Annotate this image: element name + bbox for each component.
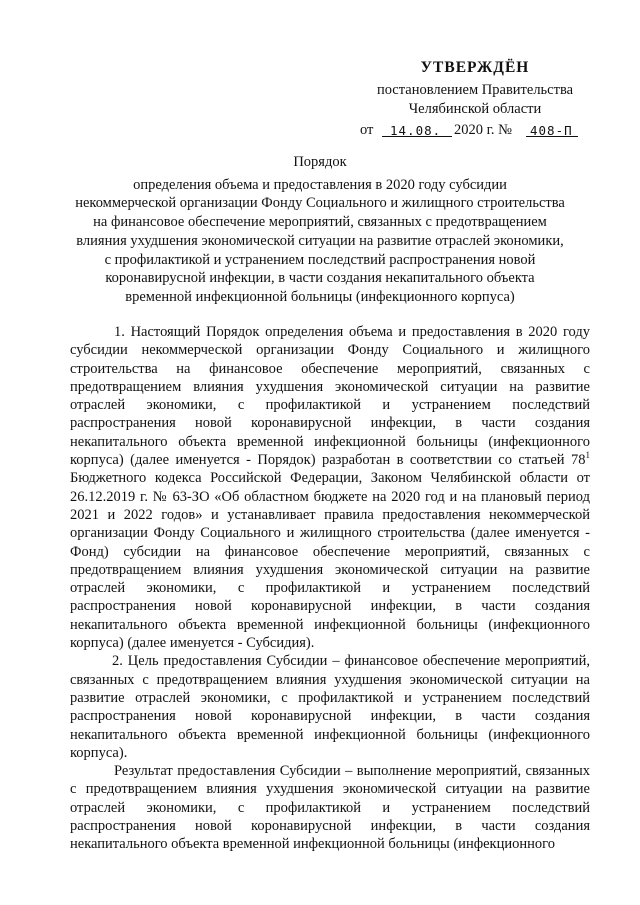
paragraph-3: Результат предоставления Субсидии – выполнение мероприятий, связанных с предотвращением влияния ухудшения экономической ситуации на развитие отраслей экономики, с профилактикой и устранением последствий распространения новой коронавирусной инфекции, в части создания некапитального объекта временной инфекционной больницы (инфекционного	[70, 763, 590, 853]
title-line-7: временной инфекционной больницы (инфекционного корпуса)	[125, 288, 515, 305]
approval-number: 408-П	[530, 123, 573, 138]
title-line-6: коронавирусной инфекции, в части создания некапитального объекта	[105, 270, 535, 287]
approval-line-2: Челябинской области	[408, 101, 542, 117]
paragraph-2: 2. Цель предоставления Субсидии – финансовое обеспечение мероприятий, связанных с предотвращением влияния ухудшения экономической ситуации на развитие отраслей экономики, с профилактикой и устранением последствий распространения новой коронавирусной инфекции, в части создания некапитального объекта временной инфекционной больницы (инфекционного корпуса).	[70, 653, 590, 761]
title-line-5: с профилактикой и устранением последствий распространения новой	[104, 251, 536, 268]
approval-line-1: постановлением Правительства	[376, 82, 574, 98]
title-line-2: некоммерческой организации Фонду Социального и жилищного строительства	[75, 195, 565, 212]
approval-prefix: от	[360, 122, 374, 138]
title-line-4: влияния ухудшения экономической ситуации на развитие отраслей экономики,	[76, 232, 564, 249]
approval-year: 2020 г. №	[454, 122, 513, 138]
paragraph-1-part-b: Бюджетного кодекса Российской Федерации, Законом Челябинской области от 26.12.2019 г. № 63-ЗО «Об областном бюджете на 2020 год и на плановый период 2021 и 2022 годов» и устанавливает правила предоставления некоммерческой организации Фонду Социального и жилищного строительства (далее именуется - Фонд) субсидии на финансовое обеспечение мероприятий, связанных с предотвращением влияния ухудшения экономической ситуации на развитие отраслей экономики, с профилактикой и устранением последствий распространения новой коронавирусной инфекции, в части создания некапитального объекта временной инфекционной больницы (инфекционного корпуса) (далее именуется - Субсидия).	[70, 470, 590, 652]
approval-block	[360, 58, 590, 140]
paragraph-1-part-a: 1. Настоящий Порядок определения объема и предоставления в 2020 году субсидии некоммерческой организации Фонду Социального и жилищного строительства на финансовое обеспечение мероприятий, связанных с предотвращением влияния ухудшения экономической ситуации на развитие отраслей экономики, с профилактикой и устранением последствий распространения новой коронавирусной инфекции, в части создания некапитального объекта временной инфекционной больницы (инфекционного корпуса) (далее именуется - Порядок) разработан в соответствии со статьей 78	[70, 324, 590, 469]
approval-title: УТВЕРЖДЁН	[420, 59, 530, 76]
document-heading: Порядок	[293, 154, 347, 170]
title-line-3: на финансовое обеспечение мероприятий, связанных с предотвращением	[93, 214, 547, 231]
document-body	[70, 323, 590, 854]
article-superscript: 1	[585, 450, 590, 461]
document-title-block	[70, 153, 570, 307]
paragraph-1	[70, 323, 590, 652]
approval-date-line	[360, 121, 590, 140]
title-line-1: определения объема и предоставления в 2020 году субсидии	[133, 176, 507, 193]
approval-date: 14.08.	[390, 123, 442, 138]
